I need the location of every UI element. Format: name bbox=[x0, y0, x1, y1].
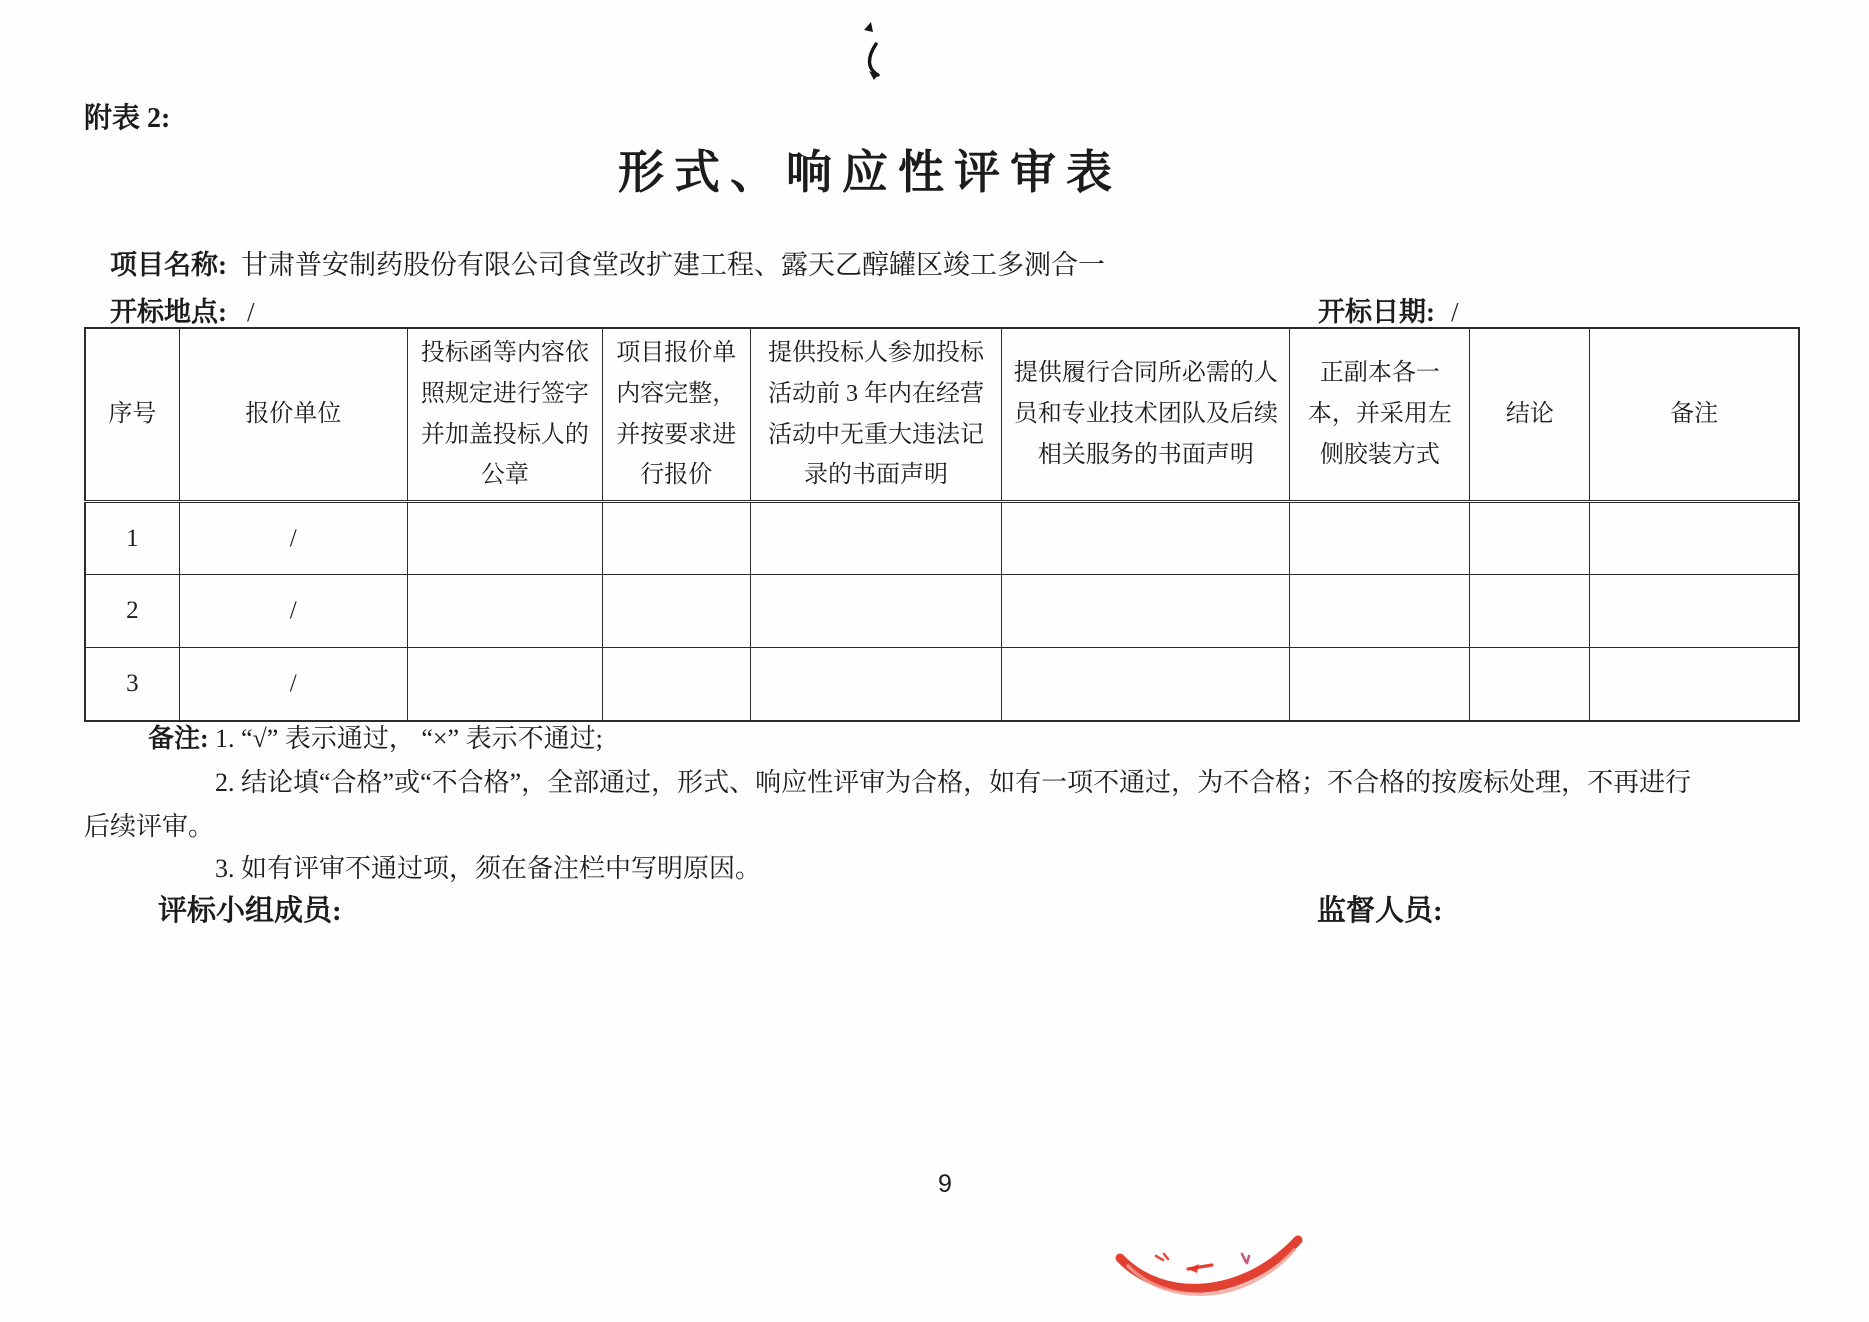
bid-location-value: / bbox=[247, 297, 255, 327]
header-cell-conclusion: 结论 bbox=[1470, 328, 1590, 502]
cell-team-statement bbox=[1002, 575, 1290, 648]
cell-binding bbox=[1290, 575, 1470, 648]
cell-conclusion bbox=[1470, 575, 1590, 648]
cell-no-violation bbox=[750, 648, 1002, 721]
cell-no-violation bbox=[750, 502, 1002, 575]
notes-label: 备注: bbox=[148, 724, 209, 753]
bid-date-label: 开标日期: bbox=[1318, 297, 1435, 327]
cell-remark bbox=[1590, 648, 1799, 721]
header-cell-no-violation: 提供投标人参加投标活动前 3 年内在经营活动中无重大违法记录的书面声明 bbox=[750, 328, 1002, 502]
ink-smudge-icon bbox=[840, 20, 892, 87]
note-2-continued: 后续评审。 bbox=[84, 812, 215, 841]
cell-team-statement bbox=[1002, 502, 1290, 575]
header-cell-signature-seal: 投标函等内容依照规定进行签字并加盖投标人的公章 bbox=[407, 328, 602, 502]
cell-remark bbox=[1590, 575, 1799, 648]
header-cell-quote-complete: 项目报价单内容完整，并按要求进行报价 bbox=[603, 328, 750, 502]
header-cell-seq: 序号 bbox=[85, 328, 179, 502]
cell-bidder: / bbox=[179, 502, 407, 575]
table-row bbox=[85, 502, 1799, 575]
cell-binding bbox=[1290, 648, 1470, 721]
page-number: 9 bbox=[938, 1170, 952, 1198]
header-cell-remark: 备注 bbox=[1590, 328, 1799, 502]
project-name-line bbox=[110, 243, 1105, 282]
page-title: 形式、响应性评审表 bbox=[618, 147, 1122, 198]
cell-signature-seal bbox=[407, 502, 602, 575]
cell-seq: 2 bbox=[85, 575, 179, 648]
cell-signature-seal bbox=[407, 648, 602, 721]
cell-quote-complete bbox=[603, 648, 750, 721]
project-name-value: 甘肃普安制药股份有限公司食堂改扩建工程、露天乙醇罐区竣工多测合一 bbox=[241, 250, 1105, 280]
cell-seq: 1 bbox=[85, 502, 179, 575]
header-cell-binding: 正副本各一本，并采用左侧胶装方式 bbox=[1290, 328, 1470, 502]
cell-quote-complete bbox=[603, 502, 750, 575]
table-row bbox=[85, 575, 1799, 648]
cell-conclusion bbox=[1470, 648, 1590, 721]
cell-no-violation bbox=[750, 575, 1002, 648]
bid-date-value: / bbox=[1451, 297, 1459, 327]
bid-date-line bbox=[1318, 290, 1459, 329]
project-name-label: 项目名称: bbox=[110, 250, 227, 280]
cell-remark bbox=[1590, 502, 1799, 575]
cell-binding bbox=[1290, 502, 1470, 575]
cell-bidder: / bbox=[179, 648, 407, 721]
table-header-row bbox=[85, 328, 1799, 502]
note-3: 3. 如有评审不通过项，须在备注栏中写明原因。 bbox=[215, 854, 762, 883]
cell-bidder: / bbox=[179, 575, 407, 648]
bid-location-line bbox=[110, 290, 255, 329]
header-cell-bidder: 报价单位 bbox=[179, 328, 407, 502]
review-table bbox=[84, 327, 1800, 722]
cell-team-statement bbox=[1002, 648, 1290, 721]
supervisor-label: 监督人员: bbox=[1317, 895, 1443, 927]
note-2: 2. 结论填“合格”或“不合格”，全部通过，形式、响应性评审为合格，如有一项不通过，为不合格；不合格的按废标处理，不再进行 bbox=[215, 768, 1692, 797]
bid-location-label: 开标地点: bbox=[110, 297, 227, 327]
panel-members-label: 评标小组成员: bbox=[158, 895, 342, 927]
table-row bbox=[85, 648, 1799, 721]
cell-seq: 3 bbox=[85, 648, 179, 721]
cell-signature-seal bbox=[407, 575, 602, 648]
header-cell-team-statement: 提供履行合同所必需的人员和专业技术团队及后续相关服务的书面声明 bbox=[1002, 328, 1290, 502]
cell-conclusion bbox=[1470, 502, 1590, 575]
cell-quote-complete bbox=[603, 575, 750, 648]
red-stamp-icon bbox=[1112, 1228, 1308, 1313]
note-1: 1. “√” 表示通过， “×” 表示不通过; bbox=[215, 724, 603, 753]
attachment-label: 附表 2: bbox=[84, 103, 171, 134]
